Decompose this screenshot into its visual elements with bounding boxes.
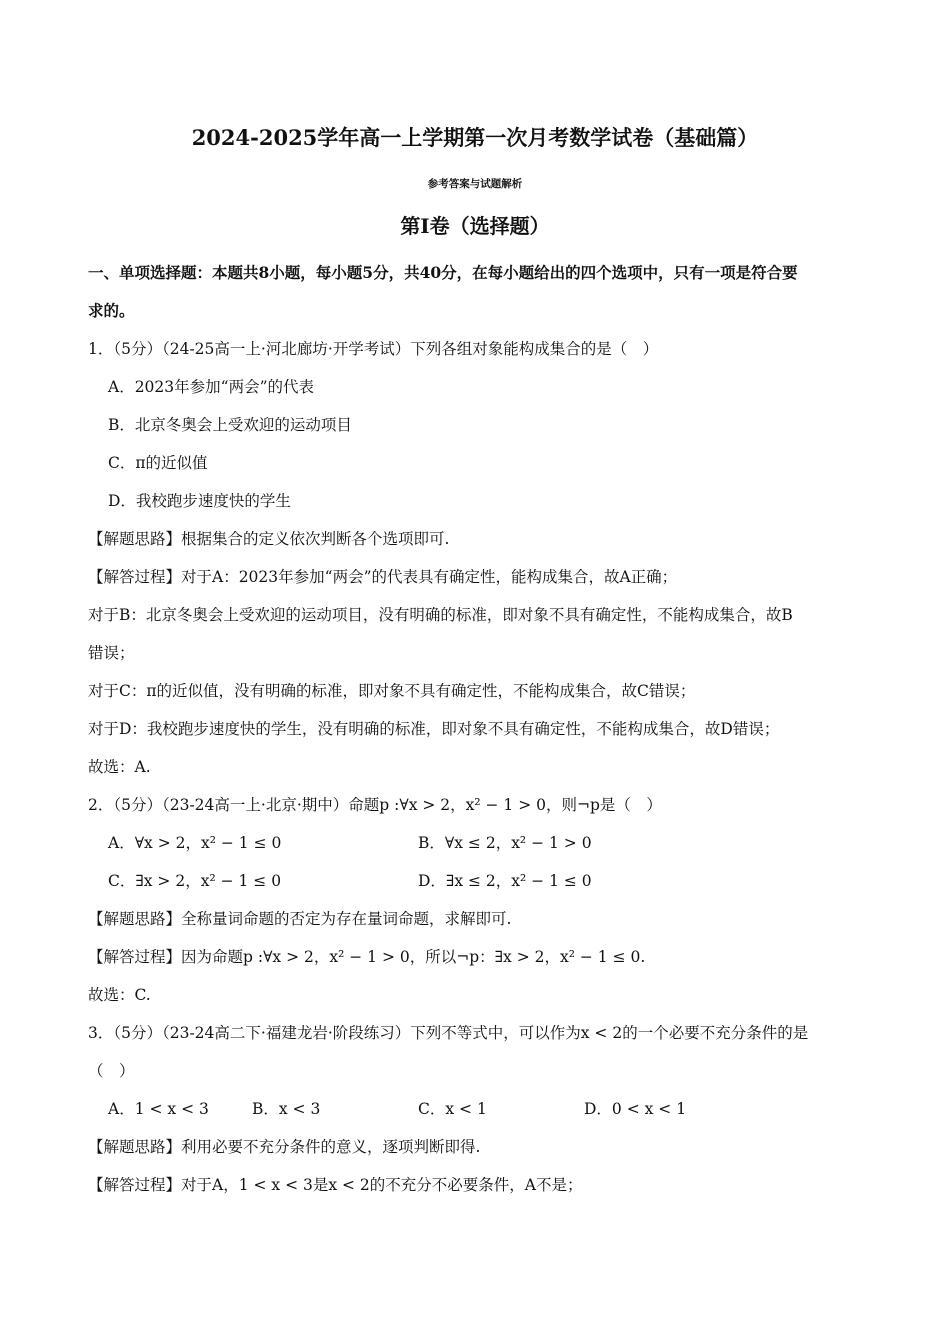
q2-option-c: C．∃x > 2，x² − 1 ≤ 0	[108, 872, 282, 890]
q3-option-a: A．1 < x < 3	[108, 1100, 209, 1118]
q2-stem: 2．（5分）（23-24高一上·北京·期中）命题p :∀x > 2，x² − 1 > 0，则¬p是（ ）	[88, 796, 662, 814]
q2-solution-idea: 【解题思路】全称量词命题的否定为存在量词命题，求解即可.	[88, 910, 512, 928]
section-heading: 第I卷（选择题）	[400, 214, 550, 238]
q2-option-a: A．∀x > 2，x² − 1 ≤ 0	[108, 834, 282, 852]
q3-stem-continued: （ ）	[88, 1062, 135, 1080]
q1-solution-idea: 【解题思路】根据集合的定义依次判断各个选项即可.	[88, 530, 450, 548]
q2-option-d: D．∃x ≤ 2，x² − 1 ≤ 0	[418, 872, 592, 890]
q1-stem: 1．（5分）（24-25高一上·河北廊坊·开学考试）下列各组对象能构成集合的是（ ）	[88, 340, 659, 358]
q2-option-b: B．∀x ≤ 2，x² − 1 > 0	[418, 834, 592, 852]
q1-option-b: B．北京冬奥会上受欢迎的运动项目	[108, 416, 352, 434]
q3-solution-process: 【解答过程】对于A，1 < x < 3是x < 2的不充分不必要条件，A不是；	[88, 1176, 583, 1194]
q1-option-c: C．π的近似值	[108, 454, 208, 472]
q3-options-row	[108, 1099, 866, 1119]
page-subtitle: 参考答案与试题解析	[427, 178, 523, 190]
q2-options-row-2	[108, 871, 866, 891]
q2-answer: 故选：C.	[88, 986, 151, 1004]
q1-solution-process-1: 【解答过程】对于A：2023年参加“两会”的代表具有确定性，能构成集合，故A正确；	[88, 568, 678, 586]
q1-solution-process-4: 对于C：π的近似值，没有明确的标准，即对象不具有确定性，不能构成集合，故C错误；	[88, 682, 696, 700]
instructions-line-2: 求的。	[88, 301, 135, 320]
q3-solution-idea: 【解题思路】利用必要不充分条件的意义，逐项判断即得.	[88, 1138, 481, 1156]
q3-stem: 3．（5分）（23-24高二下·福建龙岩·阶段练习）下列不等式中，可以作为x < 2的一个必要不充分条件的是	[88, 1024, 809, 1042]
q1-option-a: A．2023年参加“两会”的代表	[108, 378, 314, 396]
q1-answer: 故选：A.	[88, 758, 151, 776]
q3-option-b: B．x < 3	[252, 1100, 321, 1118]
q3-option-d: D．0 < x < 1	[584, 1100, 687, 1118]
q1-option-d: D．我校跑步速度快的学生	[108, 492, 291, 510]
q3-option-c: C．x < 1	[418, 1100, 487, 1118]
q2-solution-process: 【解答过程】因为命题p :∀x > 2，x² − 1 > 0，所以¬p：∃x > 2，x² − 1 ≤ 0.	[88, 948, 646, 966]
q1-solution-process-3: 错误；	[88, 644, 135, 662]
q1-solution-process-2: 对于B：北京冬奥会上受欢迎的运动项目，没有明确的标准，即对象不具有确定性，不能构成集合，故B	[88, 606, 793, 624]
q1-solution-process-5: 对于D：我校跑步速度快的学生，没有明确的标准，即对象不具有确定性，不能构成集合，故D错误；	[88, 720, 780, 738]
page-title: 2024-2025学年高一上学期第一次月考数学试卷（基础篇）	[191, 125, 759, 150]
instructions-line-1: 一、单项选择题：本题共8小题，每小题5分，共40分，在每小题给出的四个选项中，只有一项是符合要	[88, 263, 798, 282]
q2-options-row-1	[108, 833, 866, 853]
